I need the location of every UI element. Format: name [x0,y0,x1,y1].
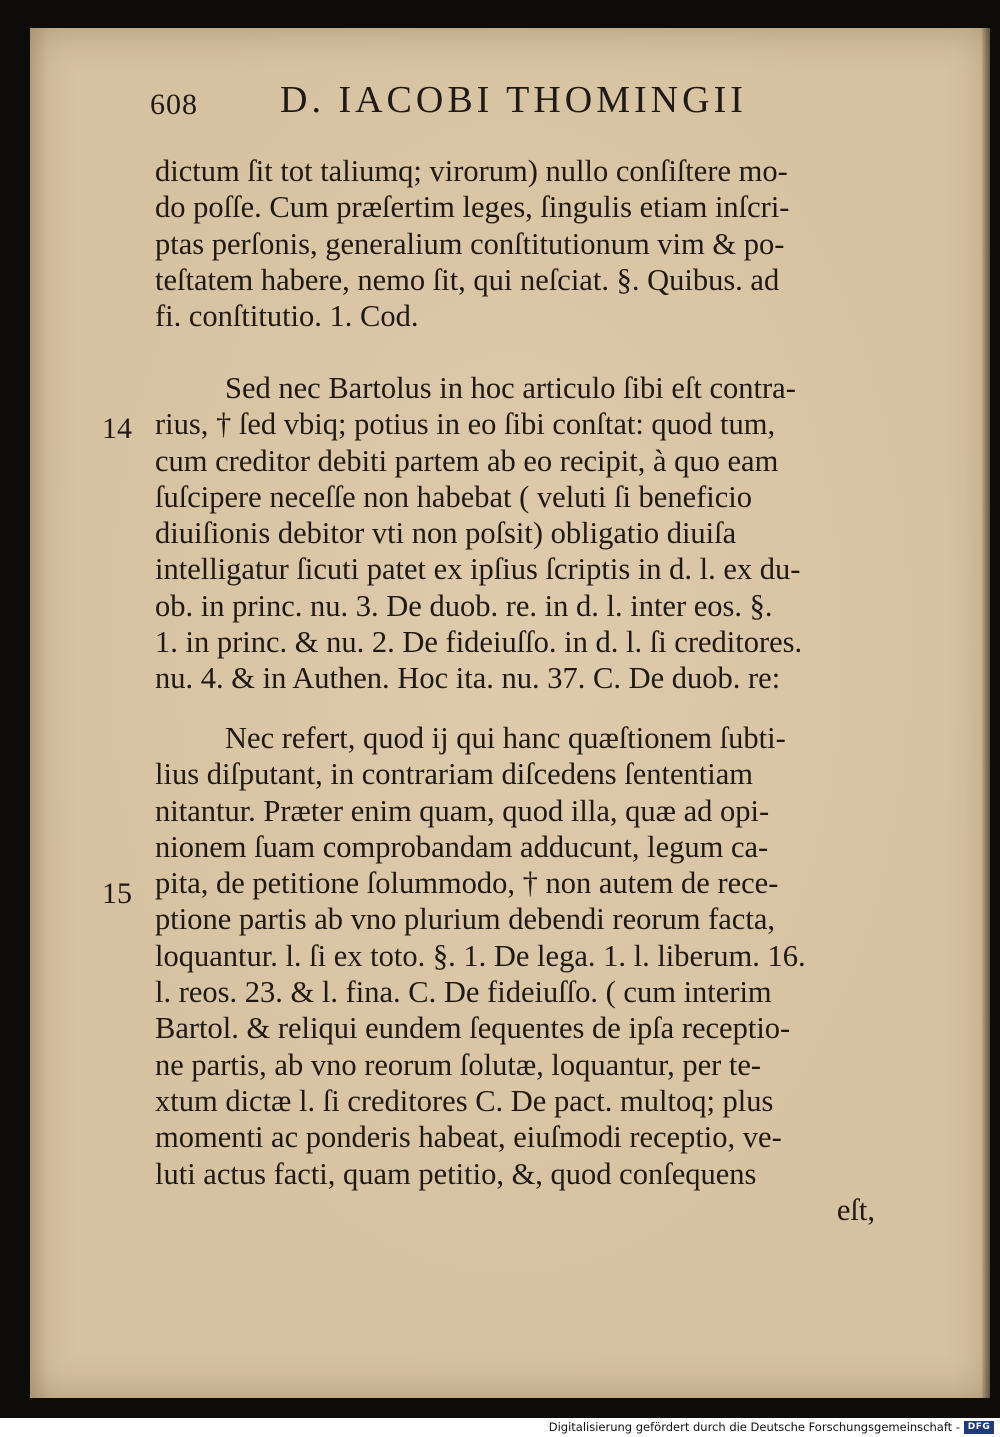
text-line: nu. 4. & in Authen. Hoc ita. nu. 37. C. De duob. re: [155,661,781,696]
page-number: 608 [150,88,198,121]
running-title: D. IACOBI THOMINGII [280,79,747,121]
text-line: nitantur. Præter enim quam, quod illa, quæ ad opi- [155,793,770,828]
text-line: ob. in princ. nu. 3. De duob. re. in d. l. inter eos. §. [155,588,773,623]
text-line: ſuſcipere neceſſe non habebat ( veluti ſi beneficio [155,479,753,514]
paragraph-1 [155,153,875,334]
funding-credit: Digitalisierung gefördert durch die Deutsche Forschungsgemeinschaft - [548,1420,960,1434]
text-line: nionem ſuam comprobandam adducunt, legum ca- [155,829,769,864]
text-line: rius, † ſed vbiq; potius in eo ſibi conſtat: quod tum, [155,407,776,442]
text-line: ptione partis ab vno plurium debendi reorum facta, [155,902,775,937]
text-line: Nec refert, quod ij qui hanc quæſtionem ſubti- [225,721,786,755]
text-line: Sed nec Bartolus in hoc articulo ſibi eſt contra- [225,371,796,405]
text-line: momenti ac ponderis habeat, eiuſmodi receptio, ve- [155,1120,782,1155]
text-line: l. reos. 23. & l. fina. C. De fideiuſſo. ( cum interim [155,975,772,1010]
margin-number: 15 [102,877,132,910]
page-header [150,78,800,134]
text-line: fi. conſtitutio. 1. Cod. [155,299,419,334]
text-line: dictum ſit tot taliumq; virorum) nullo conſiſtere mo- [155,154,788,188]
footer-bar [0,1418,1000,1437]
catchword: eſt, [836,1192,875,1227]
text-line: lius diſputant, in contrariam diſcedens ſententiam [155,757,753,792]
text-line: xtum dictæ l. ſi creditores C. De pact. multoq; plus [155,1083,774,1118]
text-line: teſtatem habere, nemo ſit, qui neſciat. §. Quibus. ad [155,262,780,297]
text-line: loquantur. l. ſi ex toto. §. 1. De lega. 1. l. liberum. 16. [155,938,806,973]
text-line: do poſſe. Cum præſertim leges, ſingulis etiam inſcri- [155,190,790,225]
text-line: luti actus facti, quam petitio, &, quod conſequens [155,1156,757,1191]
margin-number: 14 [102,412,132,445]
page-edge-shadow [982,28,990,1398]
text-line: pita, de petitione ſolummodo, † non autem de rece- [155,866,779,901]
dfg-logo: DFG [964,1421,994,1434]
text-line: Bartol. & reliqui eundem ſequentes de ipſa receptio- [155,1011,791,1046]
text-line: ne partis, ab vno reorum ſolutæ, loquantur, per te- [155,1047,762,1082]
text-line: 1. in princ. & nu. 2. De fideiuſſo. in d. l. ſi creditores. [155,625,803,660]
paragraph-3 [155,720,875,1228]
text-line: diuiſionis debitor vti non poſsit) obligatio diuiſa [155,516,737,551]
paragraph-2 [155,370,875,697]
text-line: ptas perſonis, generalium conſtitutionum vim & po- [155,226,785,261]
text-line: cum creditor debiti partem ab eo recipit, à quo eam [155,443,779,478]
text-line: intelligatur ſicuti patet ex ipſius ſcriptis in d. l. ex du- [155,552,801,587]
